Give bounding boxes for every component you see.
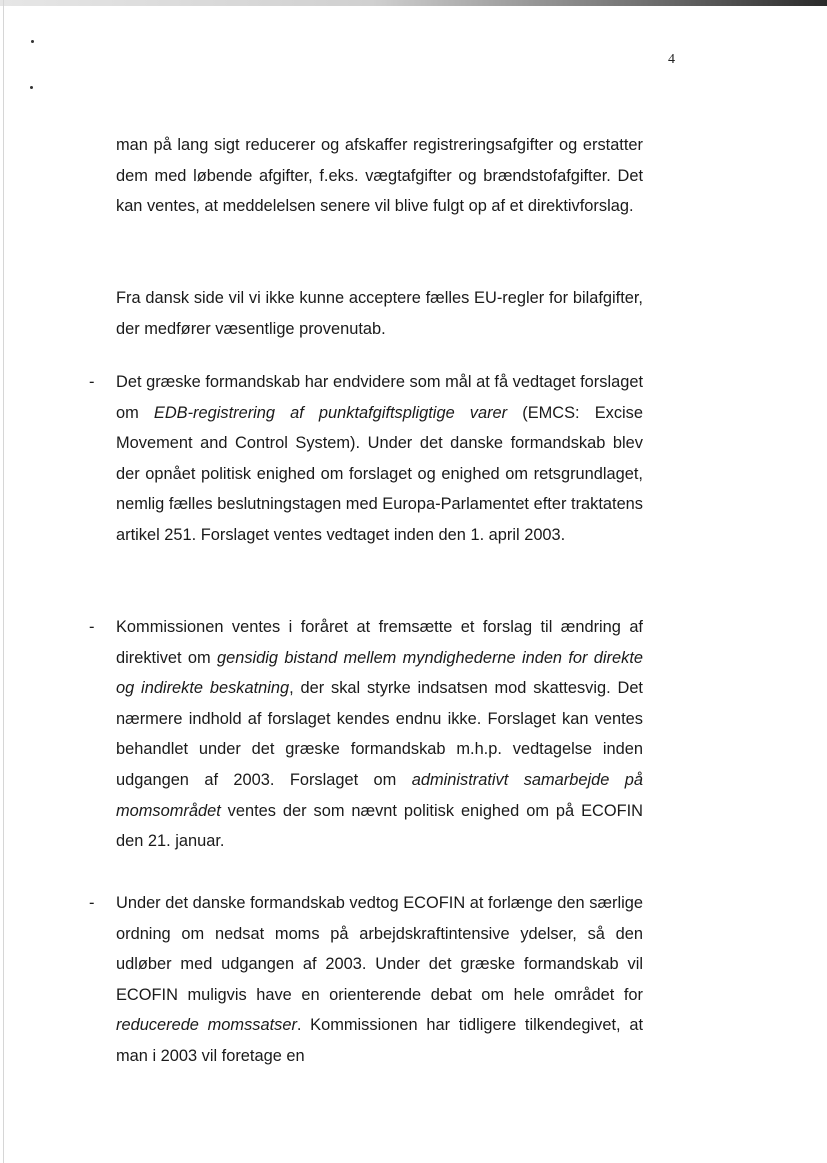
scan-edge-left <box>3 0 4 1163</box>
paragraph-registration-tax: man på lang sigt reducerer og afskaffer registreringsafgifter og erstatter dem med løbende afgifter, f.eks. vægtafgifter og brændstofafgifter. Det kan ventes, at meddelelsen senere vil blive fulgt op af et direktivforslag. <box>116 136 643 216</box>
scan-edge-top <box>0 0 827 6</box>
bullet-reduced-vat <box>116 888 643 1072</box>
bullet-mutual-assistance <box>116 612 643 857</box>
scan-speck <box>31 40 34 43</box>
bullet-emphasis: reducerede momssatser <box>116 1016 297 1035</box>
bullet-text: . Kommissionen har tidligere tilkendegivet, at man i 2003 vil foretage en <box>116 1016 643 1065</box>
bullet-dash: - <box>89 618 95 636</box>
bullet-text: ventes der som nævnt politisk enighed om på ECOFIN den 21. januar. <box>116 801 643 851</box>
bullet-dash: - <box>89 894 95 912</box>
paragraph-danish-position: Fra dansk side vil vi ikke kunne acceptere fælles EU-regler for bilafgifter, der medfører væsentlige provenutab. <box>116 289 643 338</box>
bullet-text: Under det danske formandskab vedtog ECOFIN at forlænge den særlige ordning om nedsat moms på arbejdskraftintensive ydelser, så den udløber med udgangen af 2003. Under det græske formandskab vil ECOFIN muligvis have en orienterende debat om hele området for <box>116 894 643 1004</box>
bullet-emphasis: EDB-registrering af punktafgiftspligtige varer <box>153 403 508 422</box>
bullet-text: (EMCS: Excise Movement and Control System). Under det danske formandskab blev der opnået politisk enighed om forslaget og enighed om retsgrundlaget, nemlig fælles beslutningstagen med Europa-Parlamentet efter traktatens artikel 251. Forslaget ventes vedtaget inden den 1. april 2003. <box>116 403 643 544</box>
bullet-emcs <box>116 367 643 551</box>
bullet-emphasis: administrativt samarbejde på momsområdet <box>116 770 643 820</box>
scan-speck <box>30 86 33 89</box>
bullet-text: Det græske formandskab har endvidere som mål at få vedtaget forslaget om <box>116 373 643 422</box>
bullet-text: , der skal styrke indsatsen mod skattesvig. Det nærmere indhold af forslaget kendes endnu ikke. Forslaget kan ventes behandlet under det græske formandskab m.h.p. vedtagelse inden udgangen af 2003. Forslaget om <box>116 679 643 789</box>
bullet-text: Kommissionen ventes i foråret at fremsætte et forslag til ændring af direktivet om <box>116 618 643 667</box>
bullet-dash: - <box>89 373 95 391</box>
bullet-emphasis: gensidig bistand mellem myndighederne inden for direkte og indirekte beskatning <box>116 648 643 698</box>
page-number: 4 <box>668 52 675 67</box>
